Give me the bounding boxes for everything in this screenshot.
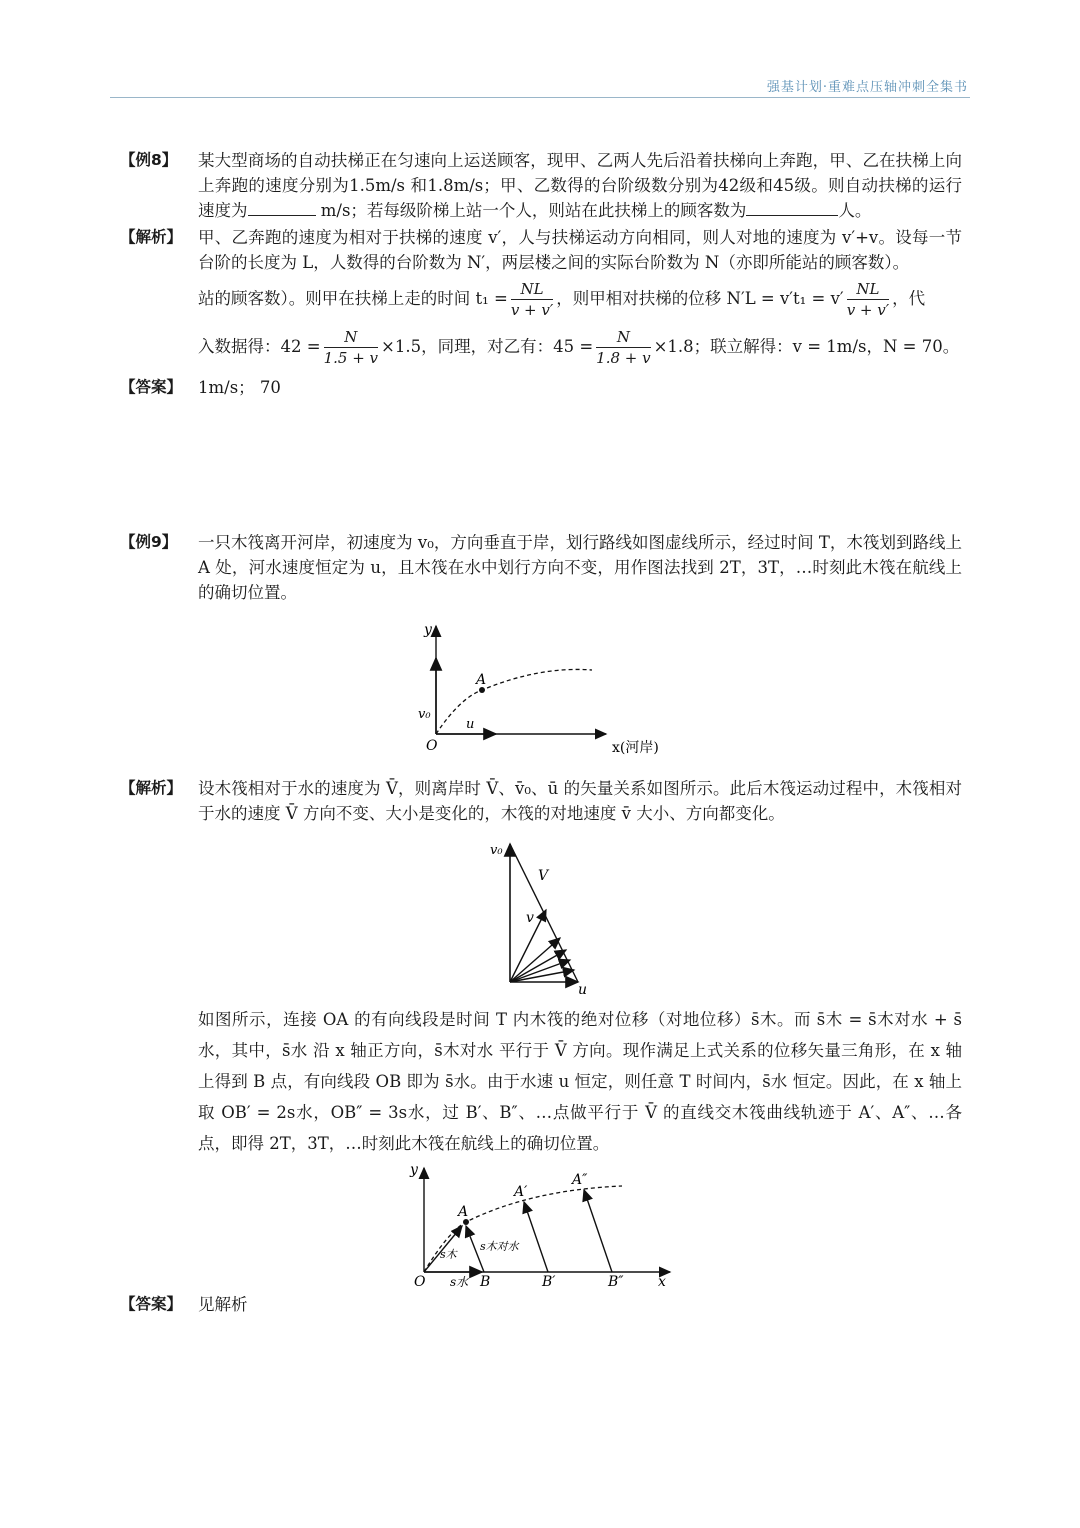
ex9-answer-tag: 【答案】: [120, 1295, 183, 1313]
ex8-answer: 1m/s； 70: [198, 378, 281, 397]
fig1-label-v0: v₀: [418, 707, 431, 722]
ex9-sol2-indent: [120, 1004, 198, 1159]
fig2-label-u: u: [578, 982, 588, 994]
ex9-sol2-text: 如图所示，连接 OA 的有向线段是时间 T 内木筏的绝对位移（对地位移）s̄木。而 s̄木 = s̄木对水 + s̄水，其中，s̄水 沿 x 轴正方向，s̄木对水 平行于 V̄ 方向。现作满足上式关系的位移矢量三角形，在 x 轴上得到 B 点，有向线段 OB 即为 s̄水。由于水速 u 恒定，则任意 T 时间内，s̄水 恒定。因此，在 x 轴上取 OB′ = 2s水，OB″ = 3s水，过 B′、B″、…点做平行于 V̄ 的直线交木筏曲线轨迹于 A′、A″、…各点，即得 2T，3T，…时刻此木筏在航线上的确切位置。: [198, 1010, 962, 1153]
ex8-solution: [198, 225, 962, 371]
ex8-blank-people[interactable]: [746, 199, 838, 216]
ex8-q-text3: 人。: [838, 201, 872, 220]
fig3-label-b2: B″: [608, 1274, 624, 1290]
fig2-label-V: V: [538, 868, 549, 884]
ex8-frac-a: $\frac{N}{1.5 + v}$: [323, 328, 379, 367]
ex8-blank-speed[interactable]: [248, 199, 316, 216]
fig1-label-x: x(河岸): [612, 740, 659, 756]
fig3-label-a2: A″: [572, 1172, 588, 1188]
fig1-label-u: u: [466, 717, 475, 732]
ex8-q-text2: m/s；若每级阶梯上站一个人，则站在此扶梯上的顾客数为: [315, 201, 747, 220]
figure-vector-triangle: [480, 834, 600, 994]
fig2-label-v0: v₀: [490, 843, 503, 858]
figure-position-construction: [400, 1160, 690, 1290]
ex9-question: 一只木筏离开河岸，初速度为 v₀，方向垂直于岸，划行路线如图虚线所示，经过时间 T，木筏划到路线上 A 处，河水速度恒定为 u，且木筏在水中划行方向不变，用作图法找到 2T，3T，…时刻此木筏在航线上的确切位置。: [198, 533, 962, 602]
fig3-label-o: O: [414, 1274, 426, 1290]
fig3-label-a1: A′: [514, 1184, 528, 1200]
fig1-label-o: O: [426, 738, 438, 754]
fig2-label-v: v: [526, 910, 534, 926]
example-8: [120, 148, 962, 400]
ex8-sol-2b: ，则甲相对扶梯的位移 N′L = v′t₁ = v′: [556, 289, 844, 308]
fig3-label-x: x: [658, 1274, 666, 1290]
fig3-label-y: y: [410, 1162, 418, 1178]
fig3-label-b: B: [480, 1274, 491, 1290]
ex8-sol-3c: ×1.8；联立解得：v = 1m/s，N = 70。: [653, 337, 960, 356]
fig3-label-b1: B′: [542, 1274, 556, 1290]
ex8-sol-line3: [198, 323, 962, 371]
fig3-label-s-wood: s木: [440, 1248, 457, 1261]
ex8-answer-tag: 【答案】: [120, 378, 183, 396]
fig3-label-s-rel: s木对水: [480, 1240, 519, 1253]
ex9-answer-block: [120, 1292, 962, 1317]
ex8-question: [198, 148, 962, 223]
ex8-solution-tag: 【解析】: [120, 228, 183, 246]
ex8-tag: 【例8】: [120, 151, 178, 169]
fig3-b1-line: [524, 1202, 548, 1272]
ex8-sol-3b: ×1.5，同理，对乙有：45 =: [381, 337, 594, 356]
fig2-v-arrow-2: [510, 938, 560, 982]
ex8-sol-line1: 甲、乙奔跑的速度为相对于扶梯的速度 v′，人与扶梯运动方向相同，则人对地的速度为 v′+v。设每一节台阶的长度为 L，人数得的台阶数为 N′，两层楼之间的实际台阶数为 N（亦即所能站的顾客数）。: [198, 228, 962, 272]
ex9-solution-tag: 【解析】: [120, 779, 183, 797]
ex8-q-text1: 某大型商场的自动扶梯正在匀速向上运送顾客，现甲、乙两人先后沿着扶梯向上奔跑，甲、乙在扶梯上向上奔跑的速度分别为1.5m/s 和1.8m/s；甲、乙数得的台阶级数分别为42级和45级。则自动扶梯的运行速度为: [198, 151, 962, 220]
ex8-sol-3a: 入数据得：42 =: [198, 337, 321, 356]
fig3-label-s-water: s水: [450, 1275, 469, 1289]
ex8-frac-nl: $\frac{NL}{v + v'}$: [510, 280, 554, 319]
ex8-frac-b: $\frac{N}{1.8 + v}$: [596, 328, 651, 367]
fig1-label-a: A: [476, 672, 487, 688]
ex9-sol1-text: 设木筏相对于水的速度为 V̄，则离岸时 V̄、v̄₀、ū 的矢量关系如图所示。此后木筏运动过程中，木筏相对于水的速度 V̄ 方向不变、大小是变化的，木筏的对地速度 v̄ 大小、方向都变化。: [198, 779, 962, 823]
example-9: [120, 530, 962, 605]
fig3-b2-line: [584, 1190, 612, 1272]
ex9-tag: 【例9】: [120, 533, 178, 551]
figure-raft-path: [400, 618, 680, 758]
fig1-label-y: y: [424, 622, 432, 638]
ex9-solution-1: [120, 776, 962, 826]
ex9-answer: 见解析: [198, 1295, 248, 1314]
ex8-sol-2c: ，代: [892, 289, 926, 308]
header-title: 强基计划·重难点压轴冲刺全集书: [766, 80, 968, 95]
fig3-label-a: A: [458, 1204, 469, 1220]
ex8-sol-line2: [198, 275, 962, 323]
ex8-sol-2a: 站的顾客数）。则甲在扶梯上走的时间 t₁ =: [198, 289, 508, 308]
fig1-path-curve: [436, 669, 592, 734]
header-rule: [110, 97, 970, 98]
ex8-frac-nl2: $\frac{NL}{v + v'}$: [846, 280, 890, 319]
ex9-solution-2: [120, 1004, 962, 1159]
